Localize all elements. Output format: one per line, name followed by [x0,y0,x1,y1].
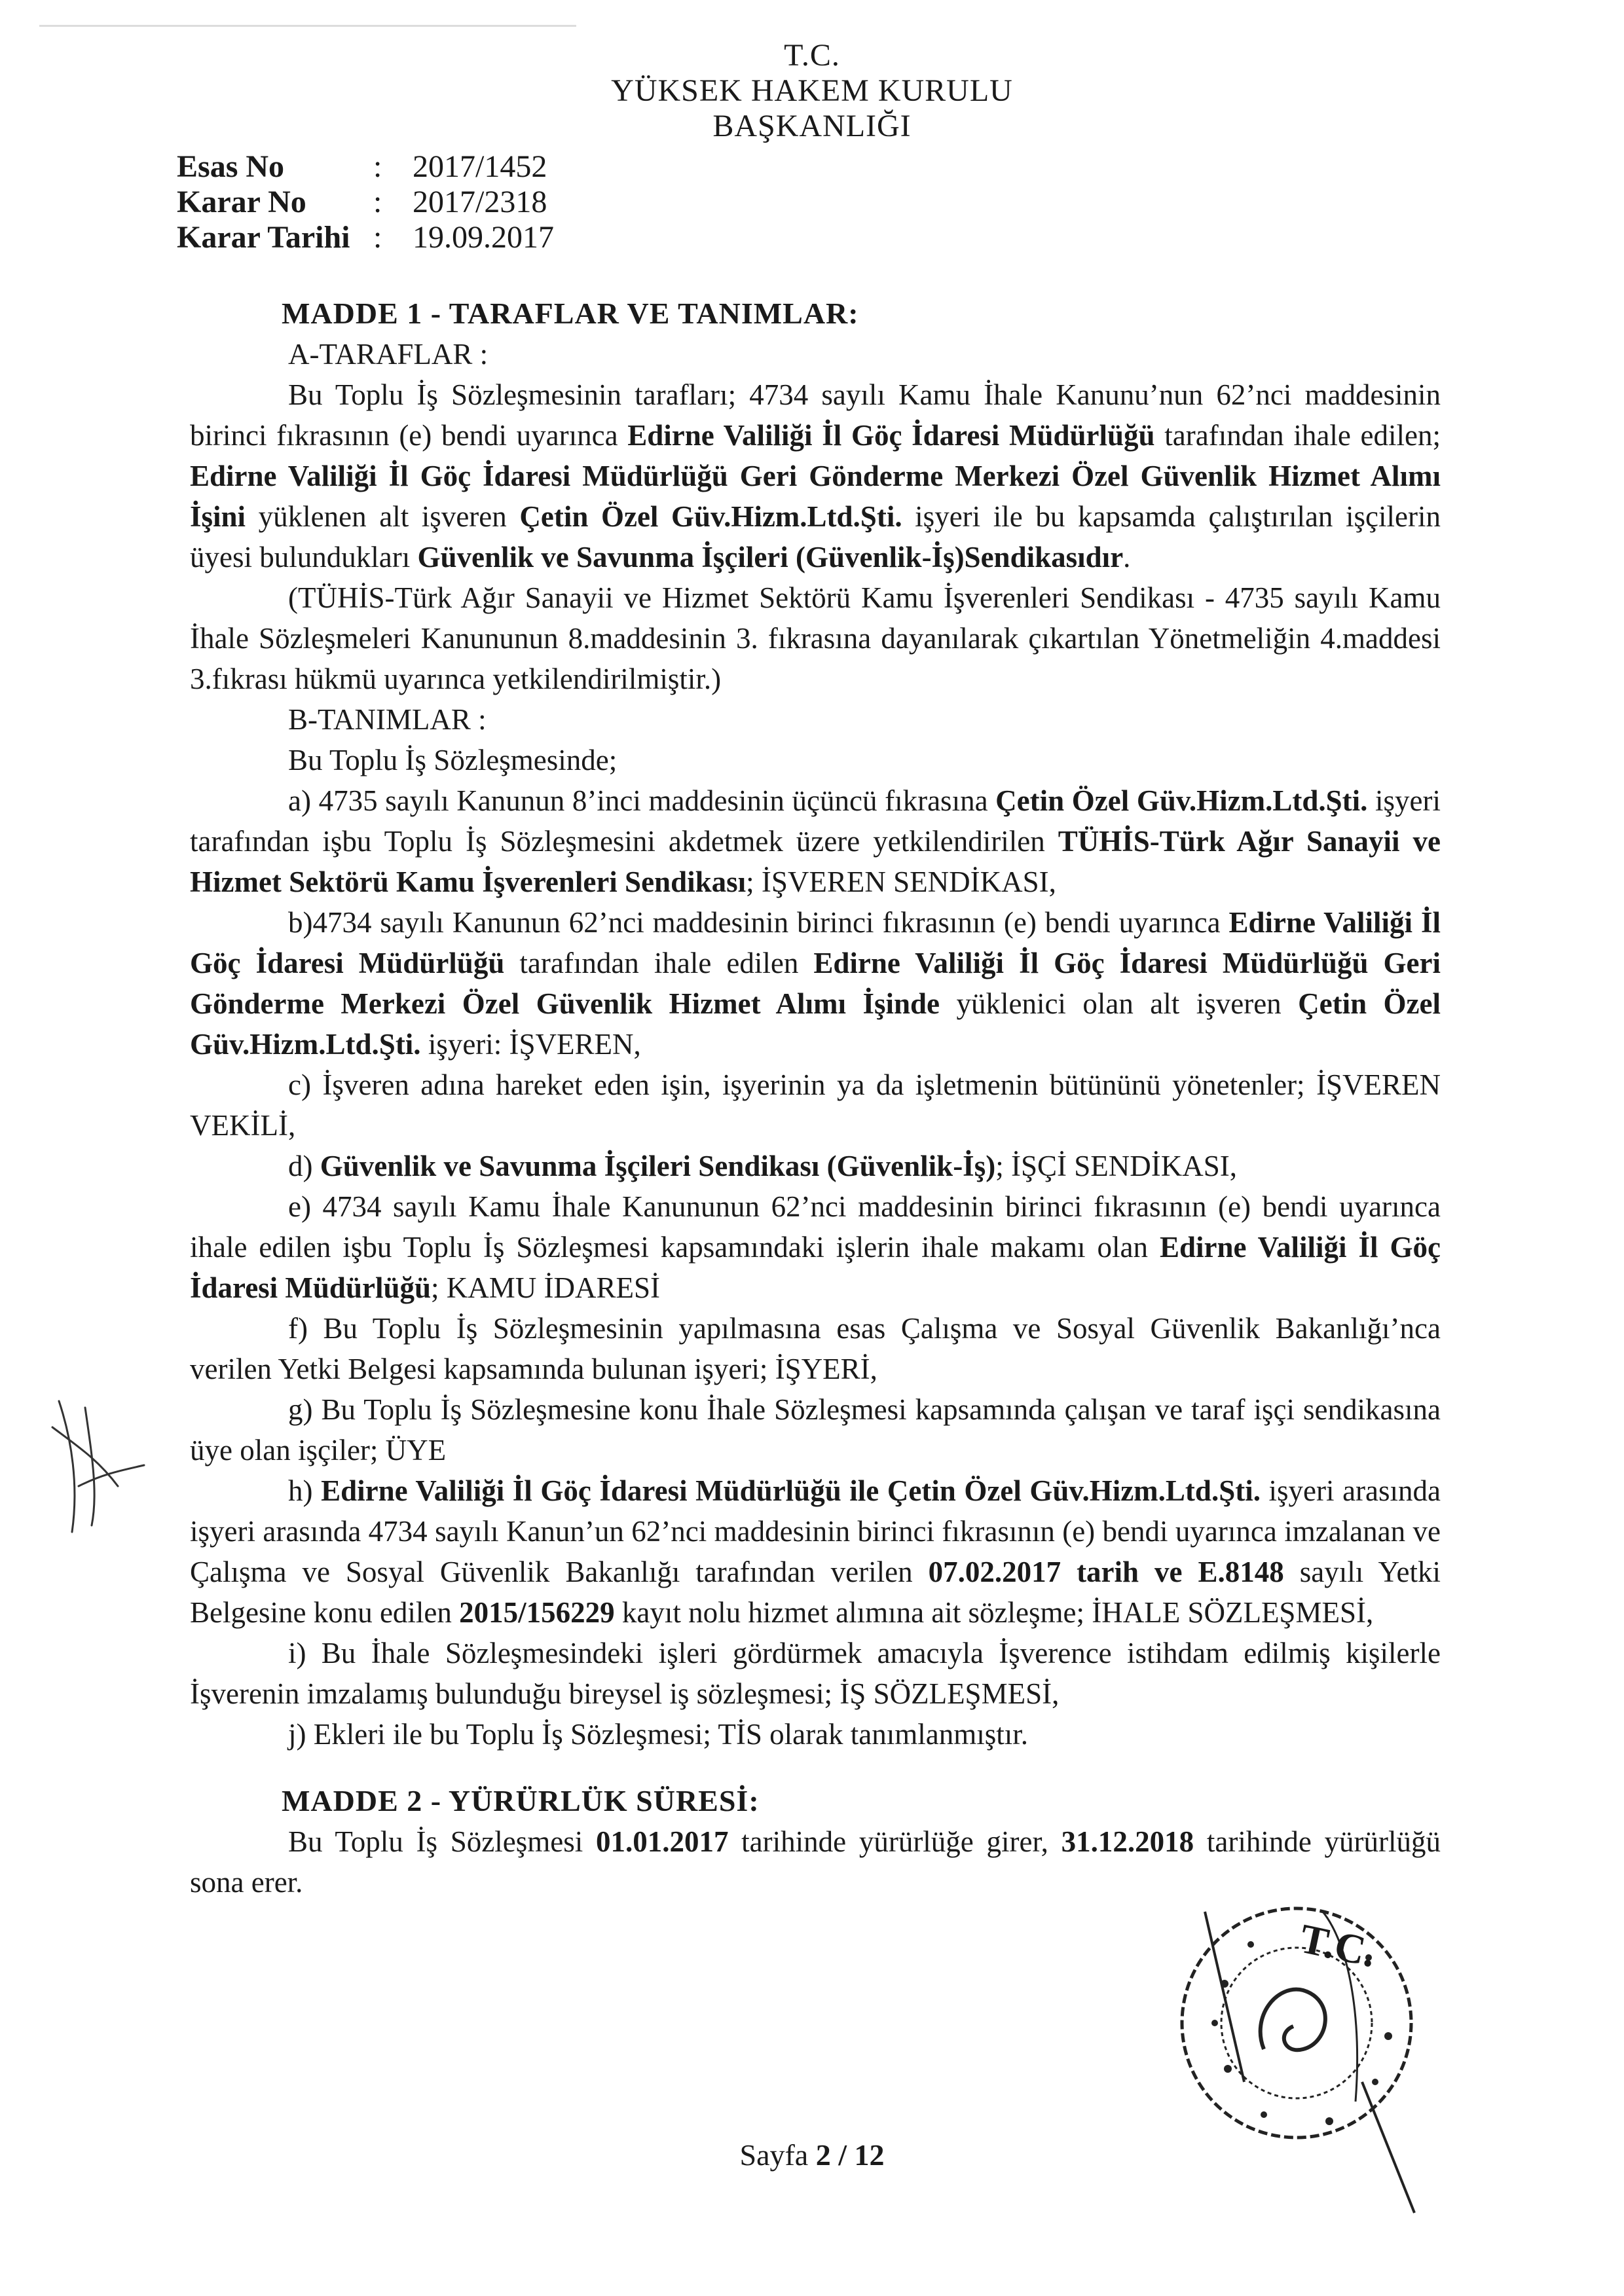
text-run: f) Bu Toplu İş Sözleşmesinin yapılmasına esas Çalışma ve Sosyal Güvenlik Bakanlığı’nca verilen Yetki Belgesi kapsamında bulunan işyeri; İŞYERİ, [190,1312,1441,1385]
text-run: tarihinde yürürlüğe girer, [728,1825,1061,1858]
text-run: c) İşveren adına hareket eden işin, işyerinin ya da işletmenin bütününü yönetenler; İŞVEREN VEKİLİ, [190,1068,1441,1142]
text-run: a) 4735 sayılı Kanunun 8’inci maddesinin üçüncü fıkrasına [288,784,996,817]
seal-text: T.C. [1295,1914,1380,1977]
bold-text-run: Çetin Özel Güv.Hizm.Ltd.Şti. [190,987,1441,1061]
text-run: tarafından ihale edilen [504,947,814,979]
definition-item [190,1186,1441,1308]
page-count: 2 / 12 [815,2138,885,2172]
meta-colon: : [373,185,382,219]
case-info [177,149,554,255]
definitions-intro: Bu Toplu İş Sözleşmesinde; [288,744,618,776]
bold-text-run: Çetin Özel Güv.Hizm.Ltd.Şti. [519,500,902,533]
definition-item [190,902,1441,1065]
definition-item [190,1470,1441,1633]
bold-text-run: Güvenlik ve Savunma İşçileri (Güvenlik-İş)Sendikasıdır [417,541,1124,574]
article-2-title: MADDE 2 - YÜRÜRLÜK SÜRESİ: [282,1784,760,1817]
text-run: Bu Toplu İş Sözleşmesinin tarafları; 4734 sayılı Kamu İhale Kanunu’nun 62’nci maddesinin birinci fıkrasının (e) bendi uyarınca [190,378,1441,452]
bold-text-run: Çetin Özel Güv.Hizm.Ltd.Şti. [995,784,1368,817]
decision-number-row [177,185,554,220]
section-a-title: A-TARAFLAR : [288,338,489,371]
text-run: tarihinde yürürlüğü sona erer. [190,1825,1441,1899]
text-run: d) [288,1150,320,1182]
article-1-title: MADDE 1 - TARAFLAR VE TANIMLAR: [282,297,859,330]
definition-item [190,1714,1441,1755]
document-body [190,293,1441,1903]
meta-label: Karar Tarihi [177,220,350,255]
page-prefix: Sayfa [739,2138,816,2172]
text-run: işyeri ile bu kapsamda çalıştırılan işçilerin üyesi bulundukları [190,500,1441,574]
bold-text-run: 2015/156229 [459,1596,615,1629]
text-run: kayıt nolu hizmet alımına ait sözleşme; İHALE SÖZLEŞMESİ, [614,1596,1374,1629]
text-run: e) 4734 sayılı Kamu İhale Kanununun 62’nci maddesinin birinci fıkrasının (e) bendi uyarınca ihale edilen işbu Toplu İş Sözleşmesi kapsamındaki işlerin ihale makamı olan [190,1190,1441,1264]
definition-item [190,1389,1441,1470]
bold-text-run: Edirne Valiliği İl Göç İdaresi Müdürlüğü [190,1231,1441,1304]
case-number-row [177,149,554,185]
bold-text-run: 07.02.2017 tarih ve E.8148 [928,1556,1284,1588]
bold-text-run: Edirne Valiliği İl Göç İdaresi Müdürlüğü [190,906,1441,979]
text-run: işyeri arasında işyeri arasında 4734 sayılı Kanun’un 62’nci maddesinin birinci fıkrasının (e) bendi uyarınca imzalanan ve Çalışma ve Sosyal Güvenlik Bakanlığı tarafından verilen [190,1474,1441,1588]
text-run: yüklenici olan alt işveren [940,987,1299,1020]
handwritten-signature [46,1388,157,1545]
bold-text-run: TÜHİS-Türk Ağır Sanayii ve Hizmet Sektörü Kamu İşverenleri Sendikası [190,825,1441,898]
header-institution: YÜKSEK HAKEM KURULU [611,73,1013,108]
meta-value: 19.09.2017 [413,220,554,255]
meta-colon: : [373,149,382,184]
definition-item [190,1146,1441,1186]
text-run: işyeri: İŞVEREN, [420,1028,641,1061]
meta-value: 2017/2318 [413,185,547,219]
header-tc: T.C. [784,38,840,73]
authorization-note: (TÜHİS-Türk Ağır Sanayii ve Hizmet Sektörü Kamu İşverenleri Sendikası - 4735 sayılı Kamu İhale Sözleşmeleri Kanununun 8.maddesinin 3. fıkrasına dayanılarak çıkartılan Yönetmeliğin 4.maddesi 3.fıkrası hükmü uyarınca yetkilendirilmiştir.) [190,581,1441,695]
definition-item [190,1633,1441,1714]
bold-text-run: 01.01.2017 [595,1825,729,1858]
meta-value: 2017/1452 [413,149,547,184]
text-run: ; KAMU İDARESİ [431,1271,661,1304]
text-run: b)4734 sayılı Kanunun 62’nci maddesinin birinci fıkrasının (e) bendi uyarınca [288,906,1229,939]
text-run: ; İŞVEREN SENDİKASI, [746,866,1056,898]
decision-date-row [177,220,554,255]
text-run: sayılı Yetki Belgesine konu edilen [190,1556,1441,1629]
text-run: işyeri tarafından işbu Toplu İş Sözleşmesini akdetmek üzere yetkilendirilen [190,784,1441,858]
text-run: j) Ekleri ile bu Toplu İş Sözleşmesi; TİS olarak tanımlanmıştır. [288,1718,1029,1751]
text-run: yüklenen alt işveren [246,500,520,533]
scan-artifact-line [39,25,576,27]
section-b-title: B-TANIMLAR : [288,703,487,736]
parties-paragraph [190,374,1441,577]
definition-item [190,780,1441,902]
text-run: g) Bu Toplu İş Sözleşmesine konu İhale Sözleşmesi kapsamında çalışan ve taraf işçi sendikasına üye olan işçiler; ÜYE [190,1393,1441,1467]
text-run: h) [288,1474,322,1507]
definition-item [190,1308,1441,1389]
meta-colon: : [373,220,382,255]
meta-label: Karar No [177,185,306,219]
bold-text-run: Edirne Valiliği İl Göç İdaresi Müdürlüğü Geri Gönderme Merkezi Özel Güvenlik Hizmet Alımı İşinde [190,947,1441,1020]
definition-item [190,1065,1441,1146]
text-run: . [1123,541,1131,574]
bold-text-run: Edirne Valiliği İl Göç İdaresi Müdürlüğü [627,419,1155,452]
header-presidency: BAŞKANLIĞI [712,109,912,143]
text-run: i) Bu İhale Sözleşmesindeki işleri gördürmek amacıyla İşverence istihdam edilmiş kişilerle İşverenin imzalamış bulunduğu bireysel iş sözleşmesi; İŞ SÖZLEŞMESİ, [190,1637,1441,1710]
bold-text-run: Güvenlik ve Savunma İşçileri Sendikası (Güvenlik-İş) [320,1150,996,1182]
text-run: ; İŞÇİ SENDİKASI, [995,1150,1237,1182]
text-run: Bu Toplu İş Sözleşmesi [288,1825,596,1858]
bold-text-run: 31.12.2018 [1061,1825,1194,1858]
definitions-list [190,780,1441,1755]
text-run: tarafından ihale edilen; [1154,419,1441,452]
meta-label: Esas No [177,149,285,184]
page-number [0,2138,1624,2172]
bold-text-run: Edirne Valiliği İl Göç İdaresi Müdürlüğü ile Çetin Özel Güv.Hizm.Ltd.Şti. [321,1474,1261,1507]
bold-text-run: Edirne Valiliği İl Göç İdaresi Müdürlüğü Geri Gönderme Merkezi Özel Güvenlik Hizmet Alımı İşini [190,460,1441,533]
